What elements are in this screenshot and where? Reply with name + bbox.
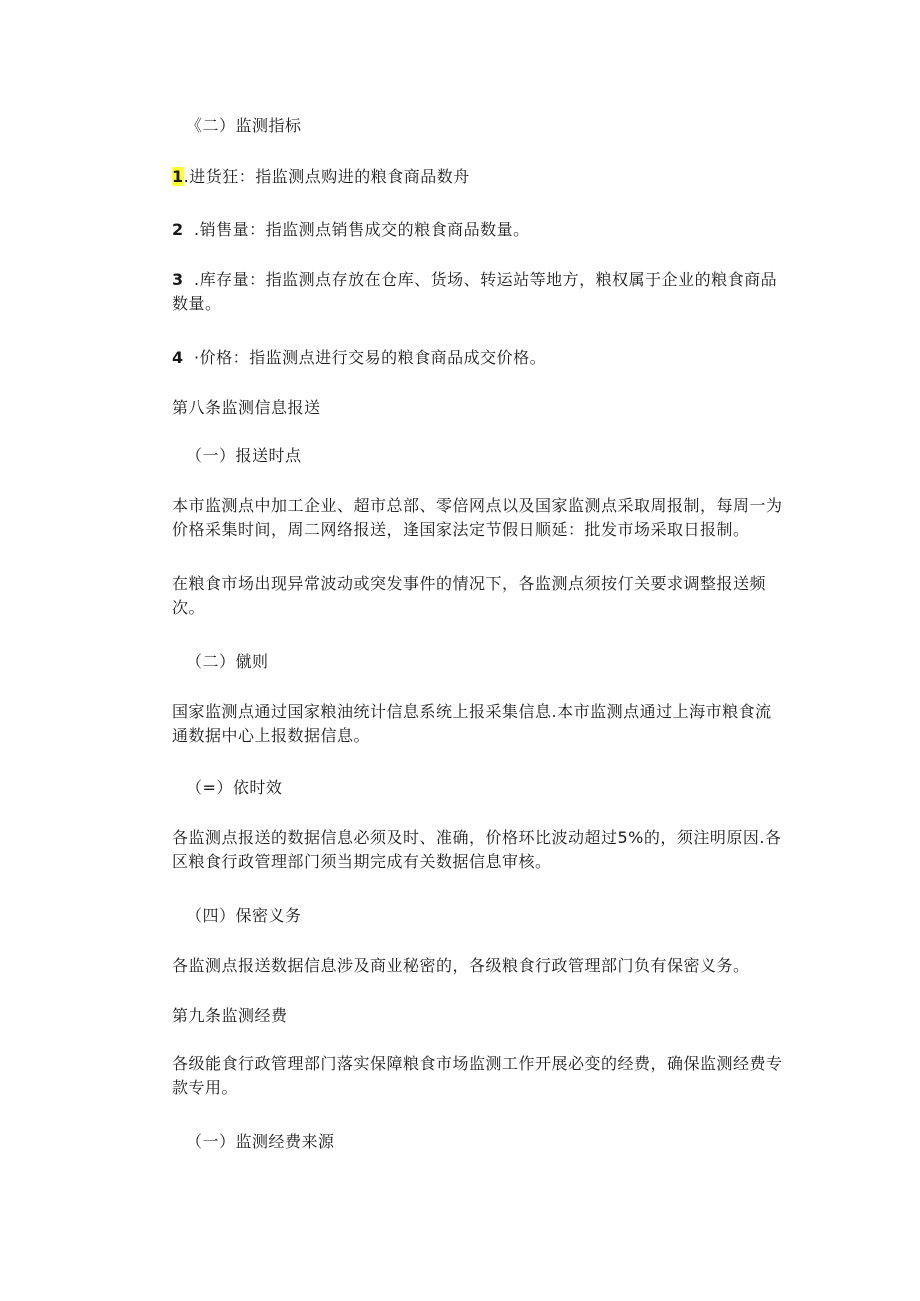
item-number: 2 [172,220,184,239]
report-time-body: 本市监测点中加工企业、超市总部、零倍网点以及国家监测点采取周报制，每周一为价格采集时间，周二网络报送，逢国家法定节假日顺延：批发市场采取日报制。 [172,496,783,539]
confidentiality-body: 各监测点报送数据信息涉及商业秘密的，各级粮食行政管理部门负有保密义务。 [172,956,750,975]
section-heading-timeliness: （=）依时效 [186,778,283,797]
article-9-heading: 第九条监测经费 [172,1006,288,1025]
highlighted-marker: 1 [172,167,184,186]
indicator-text: .进货狂：指监测点购进的粮食商品数舟 [183,167,470,186]
timeliness-body: 各监测点报送的数据信息必须及时、准确，价格环比波动超过5%的，须注明原因.各区粮食行政管理部门须当期完成有关数据信息审核。 [172,828,782,871]
indicator-item-4 [172,346,788,370]
section-heading-rules: （二）僦则 [186,652,269,671]
funding-body: 各级能食行政管理部门落实保障粮食市场监测工作开展必变的经费，确保监测经费专款专用。 [172,1054,783,1097]
reporting-channel-body: 国家监测点通过国家粮油统计信息系统上报采集信息.本市监测点通过上海市粮食流通数据中心上报数据信息。 [172,702,772,745]
section-heading-funding-source: （一）监测经费来源 [186,1132,335,1151]
indicator-item-3 [172,268,788,316]
indicator-item-1 [172,165,788,189]
section-heading-report-time: （一）报送时点 [186,446,302,465]
item-number: 4 [172,348,184,367]
indicator-text: ·价格：指监测点进行交易的粮食商品成交价格。 [194,348,547,367]
item-number: 3 [172,270,184,289]
indicator-item-2 [172,218,788,242]
indicator-text: .销售量：指监测点销售成交的粮食商品数量。 [194,220,530,239]
indicator-text: .库存量：指监测点存放在仓库、货场、转运站等地方，粮权属于企业的粮食商品数量。 [172,270,778,313]
abnormal-fluctuation-body: 在粮食市场出现异常波动或突发事件的情况下，各监测点须按仃关要求调整报送频次。 [172,574,767,617]
section-heading-monitoring-indicators: 《二）监测指标 [186,116,302,135]
section-heading-confidentiality: （四）保密义务 [186,906,302,925]
article-8-heading: 第八条监测信息报送 [172,398,321,417]
